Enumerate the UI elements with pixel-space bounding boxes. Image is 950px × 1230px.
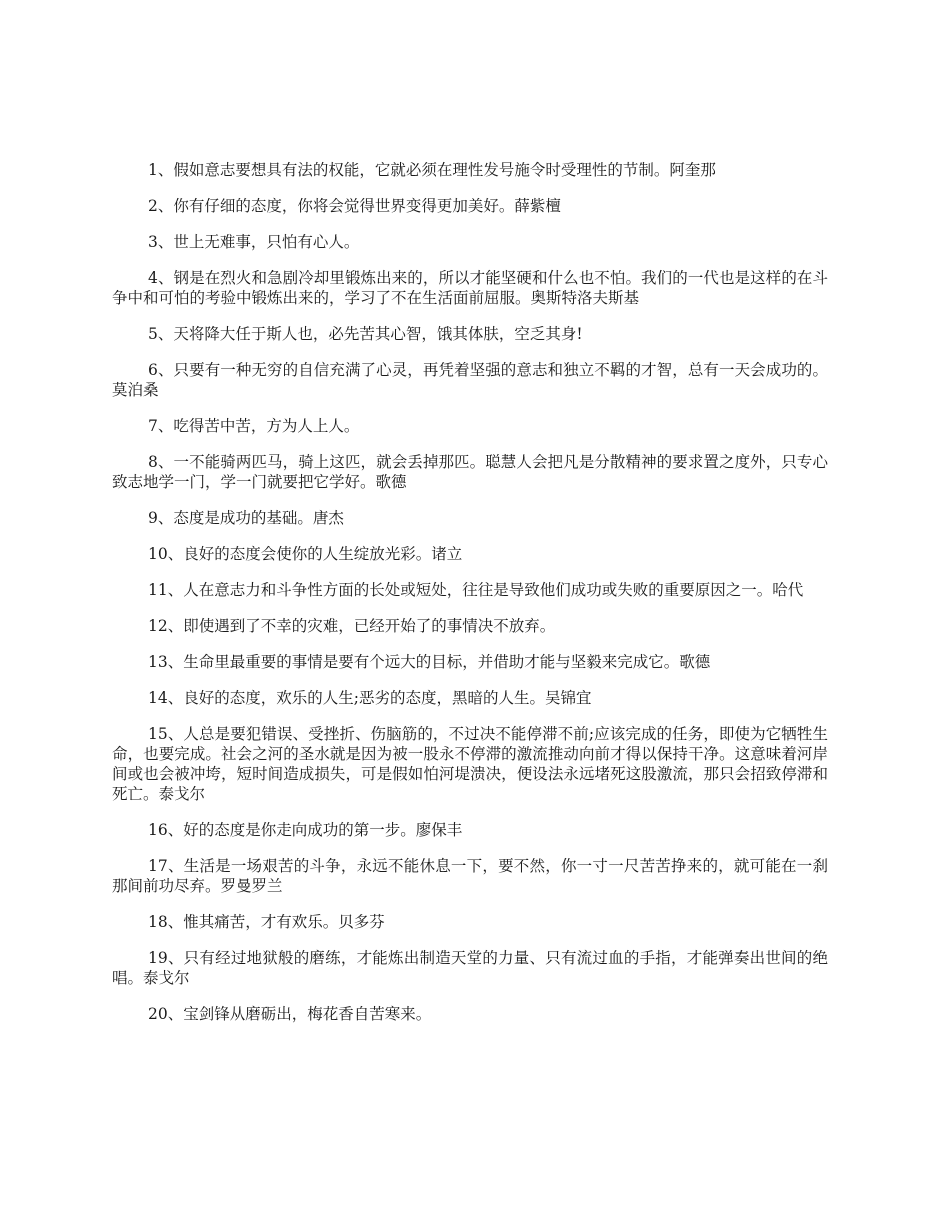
quote-paragraph-1: 1、假如意志要想具有法的权能，它就必须在理性发号施令时受理性的节制。阿奎那 (148, 161, 716, 179)
quote-paragraph-13: 13、生命里最重要的事情是要有个远大的目标，并借助才能与坚毅来完成它。歌德 (148, 653, 711, 671)
quote-list (112, 160, 828, 1040)
quote-paragraph-16: 16、好的态度是你走向成功的第一步。廖保丰 (148, 821, 463, 839)
quote-paragraph-17: 17、生活是一场艰苦的斗争，永远不能休息一下，要不然，你一寸一尺苦苦挣来的，就可能在一刹那间前功尽弃。罗曼罗兰 (112, 857, 828, 895)
quote-paragraph-3: 3、世上无难事，只怕有心人。 (148, 233, 360, 251)
quote-paragraph-14: 14、良好的态度，欢乐的人生;恶劣的态度，黑暗的人生。吴锦宜 (148, 689, 592, 707)
quote-paragraph-5: 5、天将降大任于斯人也，必先苦其心智，饿其体肤，空乏其身! (148, 325, 583, 343)
quote-paragraph-11: 11、人在意志力和斗争性方面的长处或短处，往往是导致他们成功或失败的重要原因之一。哈代 (148, 581, 804, 599)
quote-paragraph-18: 18、惟其痛苦，才有欢乐。贝多芬 (148, 913, 385, 931)
quote-paragraph-10: 10、良好的态度会使你的人生绽放光彩。诸立 (148, 545, 463, 563)
quote-paragraph-8: 8、一不能骑两匹马，骑上这匹，就会丢掉那匹。聪慧人会把凡是分散精神的要求置之度外，只专心致志地学一门，学一门就要把它学好。歌德 (112, 453, 828, 491)
quote-paragraph-7: 7、吃得苦中苦，方为人上人。 (148, 417, 360, 435)
quote-paragraph-12: 12、即使遇到了不幸的灾难，已经开始了的事情决不放弃。 (148, 617, 556, 635)
quote-paragraph-15: 15、人总是要犯错误、受挫折、伤脑筋的，不过决不能停滞不前;应该完成的任务，即使为它牺牲生命，也要完成。社会之河的圣水就是因为被一股永不停滞的激流推动向前才得以保持干净。这意味着河岸间或也会被冲垮，短时间造成损失，可是假如怕河堤溃决，便设法永远堵死这股激流，那只会招致停滞和死亡。泰戈尔 (112, 725, 828, 803)
quote-paragraph-2: 2、你有仔细的态度，你将会觉得世界变得更加美好。薛紫檀 (148, 197, 561, 215)
quote-paragraph-6: 6、只要有一种无穷的自信充满了心灵，再凭着坚强的意志和独立不羁的才智，总有一天会成功的。莫泊桑 (112, 361, 828, 399)
quote-paragraph-4: 4、钢是在烈火和急剧冷却里锻炼出来的，所以才能坚硬和什么也不怕。我们的一代也是这样的在斗争中和可怕的考验中锻炼出来的，学习了不在生活面前屈服。奥斯特洛夫斯基 (112, 269, 828, 307)
quote-paragraph-9: 9、态度是成功的基础。唐杰 (148, 509, 344, 527)
quote-paragraph-20: 20、宝剑锋从磨砺出，梅花香自苦寒来。 (148, 1005, 432, 1023)
quote-paragraph-19: 19、只有经过地狱般的磨练，才能炼出制造天堂的力量、只有流过血的手指，才能弹奏出世间的绝唱。泰戈尔 (112, 949, 828, 987)
